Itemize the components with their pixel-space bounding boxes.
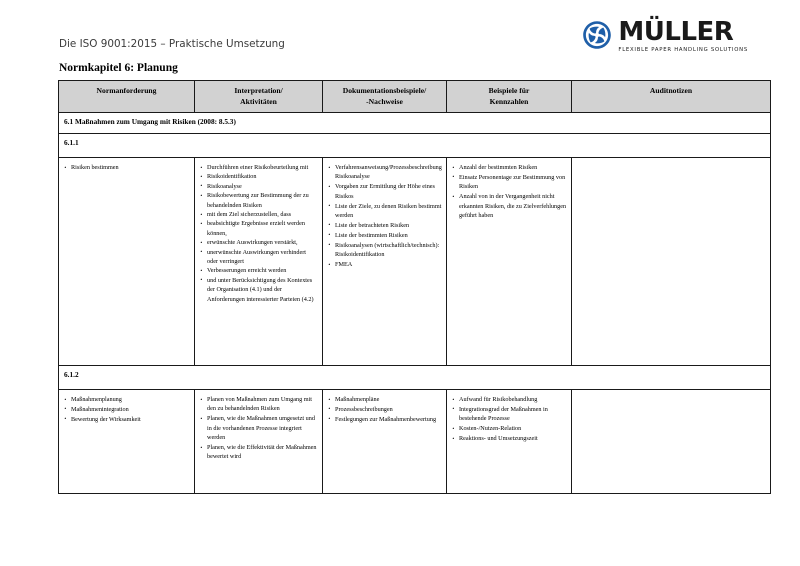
- list-item: · Anzahl von in der Vergangenheit nicht erkannten Risiken, die zu Zielverfehlungen geführt haben: [451, 192, 567, 220]
- list-item: · Reaktions- und Umsetzungszeit: [451, 434, 567, 443]
- list-item-middle: · mit dem Ziel sicherzustellen, dass: [199, 210, 318, 219]
- table-body: [59, 113, 771, 494]
- logo-text-group: [618, 17, 748, 53]
- list-item: · Risikoanalysen (wirtschaftlich/technisch): Risikoidentifikation: [327, 241, 442, 260]
- list-item-intro: · Durchführen einer Risikobeurteilung mit: [199, 163, 318, 172]
- cell-interpretation-611: [195, 158, 323, 366]
- list-item: · Verfahrensanweisung/Prozessbeschreibung Risikoanalyse: [327, 163, 442, 182]
- cell-interpretation-612: [195, 390, 323, 494]
- cell-kennzahlen-612: [447, 390, 572, 494]
- table-header-row: [59, 81, 771, 113]
- list-item: · Planen von Maßnahmen zum Umgang mit den zu behandelnden Risiken: [199, 395, 318, 414]
- document-subtitle: Die ISO 9001:2015 – Praktische Umsetzung: [59, 38, 285, 50]
- list-item: · Verbesserungen erreicht werden: [199, 266, 318, 275]
- list-item: · Maßnahmenpläne: [327, 395, 442, 404]
- bullet-list: [327, 395, 442, 424]
- bullet-list: [451, 163, 567, 220]
- list-item: · Vorgaben zur Ermittlung der Höhe eines Risikos: [327, 182, 442, 201]
- bullet-list: [63, 163, 190, 172]
- bullet-list: [63, 395, 190, 424]
- logo-tagline: FLEXIBLE PAPER HANDLING SOLUTIONS: [618, 47, 748, 53]
- list-item: · Planen, wie die Maßnahmen umgesetzt und in die vorhandenen Prozesse integriert werden: [199, 414, 318, 442]
- nested-bullet-list-2: [199, 219, 318, 275]
- column-header-line-1: Interpretation/: [234, 86, 283, 95]
- list-item: · Prozessbeschreibungen: [327, 405, 442, 414]
- list-item: · unerwünschte Auswirkungen verhindert oder verringert: [199, 248, 318, 267]
- subsection-header-row-611: [59, 134, 771, 158]
- column-header-line-2: Kennzahlen: [489, 97, 529, 106]
- list-item: · FMEA: [327, 260, 442, 269]
- swirl-circle-icon: [582, 20, 612, 50]
- page-title: Normkapitel 6: Planung: [59, 62, 178, 74]
- list-item: · Liste der betrachteten Risiken: [327, 221, 442, 230]
- list-item: · Maßnahmenplanung: [63, 395, 190, 404]
- document-header: [0, 0, 800, 74]
- list-item: · Risikoanalyse: [199, 182, 318, 191]
- column-header-kennzahlen: [447, 81, 572, 113]
- list-item: · Aufwand für Risikobehandlung: [451, 395, 567, 404]
- section-header-row: [59, 113, 771, 134]
- list-item: · erwünschte Auswirkungen verstärkt,: [199, 238, 318, 247]
- subsection-label: 6.1.2: [59, 366, 771, 390]
- cell-dokumentation-612: [323, 390, 447, 494]
- cell-auditnotizen-612[interactable]: [572, 390, 771, 494]
- list-item: · Liste der bestimmten Risiken: [327, 231, 442, 240]
- list-item: · Maßnahmenintegration: [63, 405, 190, 414]
- column-header-interpretation: [195, 81, 323, 113]
- column-header-normanforderung: [59, 81, 195, 113]
- bullet-list: [327, 163, 442, 269]
- bullet-list: [199, 163, 318, 172]
- table-header: [59, 81, 771, 113]
- column-header-line-2: Aktivitäten: [240, 97, 277, 106]
- list-item: · Bewertung der Wirksamkeit: [63, 415, 190, 424]
- column-header-line-1: Auditnotizen: [649, 86, 693, 95]
- list-item: · beabsichtigte Ergebnisse erzielt werden können,: [199, 219, 318, 238]
- table-row: [59, 158, 771, 366]
- column-header-line-1: Beispiele für: [488, 86, 530, 95]
- company-logo: [582, 17, 748, 53]
- list-item: · Einsatz Personentage zur Bestimmung von Risiken: [451, 173, 567, 192]
- column-header-dokumentationsbeispiele: [323, 81, 447, 113]
- cell-normanforderung-612: [59, 390, 195, 494]
- bullet-list: [451, 395, 567, 444]
- list-item: · Risikoidentifikation: [199, 172, 318, 181]
- section-header-label: 6.1 Maßnahmen zum Umgang mit Risiken (2008: 8.5.3): [59, 113, 771, 134]
- bullet-list: [199, 395, 318, 462]
- column-header-auditnotizen: [572, 81, 771, 113]
- subsection-label: 6.1.1: [59, 134, 771, 158]
- cell-normanforderung-611: [59, 158, 195, 366]
- cell-kennzahlen-611: [447, 158, 572, 366]
- list-item: · Festlegungen zur Maßnahmenbewertung: [327, 415, 442, 424]
- list-item: · Risiken bestimmen: [63, 163, 190, 172]
- list-item: · Integrationsgrad der Maßnahmen in bestehende Prozesse: [451, 405, 567, 424]
- cell-dokumentation-611: [323, 158, 447, 366]
- column-header-line-2: -Nachweise: [366, 97, 403, 106]
- list-item: · Risikobewertung zur Bestimmung der zu behandelnden Risiken: [199, 191, 318, 210]
- bullet-list: [199, 276, 318, 304]
- list-item: · Planen, wie die Effektivität der Maßnahmen bewertet wird: [199, 443, 318, 462]
- list-item-outro: · und unter Berücksichtigung des Kontextes der Organisation (4.1) und der Anforderungen interessierter Parteien (4.2): [199, 276, 318, 304]
- nested-bullet-list-1: [199, 172, 318, 210]
- list-item: · Kosten-/Nutzen-Relation: [451, 424, 567, 433]
- cell-auditnotizen-611[interactable]: [572, 158, 771, 366]
- logo-wordmark: MÜLLER: [618, 17, 734, 47]
- list-item: · Anzahl der bestimmten Risiken: [451, 163, 567, 172]
- column-header-line-1: Normanforderung: [96, 86, 157, 95]
- audit-matrix-table: [58, 80, 771, 494]
- bullet-list: [199, 210, 318, 219]
- subsection-header-row-612: [59, 366, 771, 390]
- column-header-line-1: Dokumentationsbeispiele/: [342, 86, 427, 95]
- table-row: [59, 390, 771, 494]
- list-item: · Liste der Ziele, zu denen Risiken bestimmt werden: [327, 202, 442, 221]
